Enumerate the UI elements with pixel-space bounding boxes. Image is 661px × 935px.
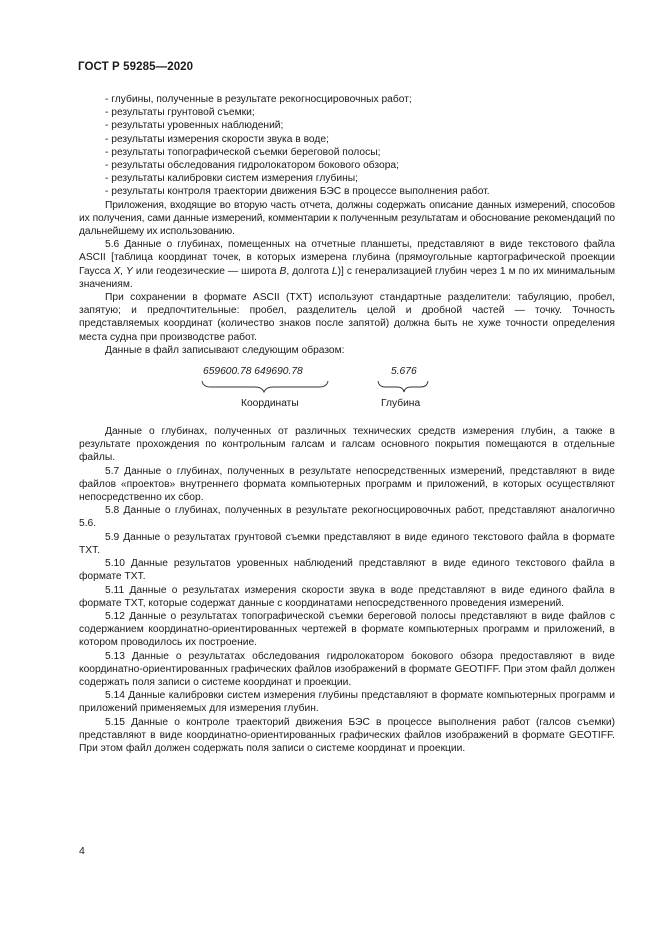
list-item: - глубины, полученные в результате рекогносцировочных работ; xyxy=(105,94,412,105)
paragraph-5-11: 5.11 Данные о результатах измерения скорости звука в воде представляют в виде единого файла в формате TXT, которые содержат данные с координатами непосредственного проведения измерений. xyxy=(79,584,615,609)
example-coordinates-value: 659600.78 649690.78 xyxy=(203,366,303,378)
paragraph-write-format: Данные в файл записывают следующим образом: xyxy=(105,344,345,356)
paragraph-5-8: 5.8 Данные о глубинах, полученных в результате рекогносцировочных работ, представляют аналогично 5.6. xyxy=(79,505,615,530)
paragraph-5-10: 5.10 Данные результатов уровенных наблюдений представляют в виде единого текстового файла в формате TXT. xyxy=(79,558,615,583)
paragraph-technical-means: Данные о глубинах, полученных от различных технических средств измерения глубин, а также в результате прохождения по контрольным галсам и галсам основного покрытия помещаются в отдельные файлы. xyxy=(79,426,615,464)
paragraph-5-6-part-d: )] с генерализацией глубин через 1 м по их минимальным значениям. xyxy=(79,265,616,290)
list-item: - результаты топографической съемки береговой полосы; xyxy=(105,146,381,158)
list-item: - результаты обследования гидролокатором бокового обзора; xyxy=(105,160,399,172)
example-depth-label: Глубина xyxy=(381,398,421,410)
list-item: - результаты уровенных наблюдений; xyxy=(105,120,284,132)
list-item: - результаты контроля траектории движения БЭС в процессе выполнения работ. xyxy=(105,186,490,198)
paragraph-5-14: 5.14 Данные калибровки систем измерения глубины представляют в формате компьютерных программ и приложений применяемых для измерения глубин. xyxy=(79,690,615,715)
paragraph-5-6-longitude-symbol: L xyxy=(331,265,338,277)
paragraph-5-15: 5.15 Данные о контроле траекторий движения БЭС в процессе выполнения работ (галсов съемки) представляют в виде координатно-ориентированных графических файлов изображений в формате GEOTIFF. При этом файл должен содержать поля записи о системе координат и проекции. xyxy=(79,716,615,754)
example-depth-value: 5.676 xyxy=(391,366,417,378)
paragraph-5-6-latitude-symbol: B xyxy=(279,265,287,277)
paragraph-ascii-format: При сохранении в формате ASCII (TXT) используют стандартные разделители: табуляцию, пробел, запятую; и предпочтительные: пробел, разделитель целой и дробной частей — точку. Точность представляемых координат (количество знаков после запятой) должна быть не хуже точности определения места судна при производстве работ. xyxy=(79,292,615,343)
list-item: - результаты грунтовой съемки; xyxy=(105,107,255,119)
paragraph-5-6-xy: X, Y xyxy=(113,265,133,277)
document-code-header: ГОСТ Р 59285—2020 xyxy=(78,61,194,73)
paragraph-5-13: 5.13 Данные о результатах обследования гидролокатором бокового обзора предоставляют в виде координатно-ориентированных графических файлов изображений в формате GEOTIFF. При этом файл должен содержать поля записи о системе координат и проекции. xyxy=(79,650,615,688)
paragraph-5-6-part-c: , долгота xyxy=(286,265,332,277)
paragraph-5-7: 5.7 Данные о глубинах, полученных в результате непосредственных измерений, представляют в виде файлов «проектов» внутреннего формата компьютерных программ и приложений, в которых осуществляют непосредственно их сбор. xyxy=(79,465,615,504)
data-format-example xyxy=(79,357,615,425)
paragraph-5-9: 5.9 Данные о результатах грунтовой съемки представляют в виде единого текстового файла в формате TXT. xyxy=(79,531,615,556)
paragraph-5-12: 5.12 Данные о результатах топографической съемки береговой полосы представляют в виде файлов с содержанием координатно-ориентированных чертежей в формате компьютерных программ и приложений, в котором проводилось их построение. xyxy=(79,610,615,649)
paragraph-appendix: Приложения, входящие во вторую часть отчета, должны содержать описание данных измерений, способов их получения, сами данные измерений, комментарии к полученным результатам и обоснование рекомендаций по дальнейшему их использованию. xyxy=(79,199,615,238)
paragraph-5-6-part-b: или геодезические — широта xyxy=(132,265,280,277)
list-item: - результаты измерения скорости звука в воде; xyxy=(105,133,329,145)
page-number: 4 xyxy=(79,845,85,857)
paragraph-5-6-part-a: 5.6 Данные о глубинах, помещенных на отчетные планшеты, представляют в виде текстового файла ASCII [таблица координат точек, в которых измерена глубина (прямоугольные картографической проекции Гаусса xyxy=(79,239,615,277)
example-coordinates-label: Координаты xyxy=(241,398,299,410)
document-body xyxy=(79,93,615,755)
depth-brace xyxy=(378,381,428,392)
list-item: - результаты калибровки систем измерения глубины; xyxy=(105,173,359,185)
paragraph-5-6 xyxy=(79,238,615,291)
example-braces xyxy=(79,357,615,425)
coordinates-brace xyxy=(202,381,328,392)
